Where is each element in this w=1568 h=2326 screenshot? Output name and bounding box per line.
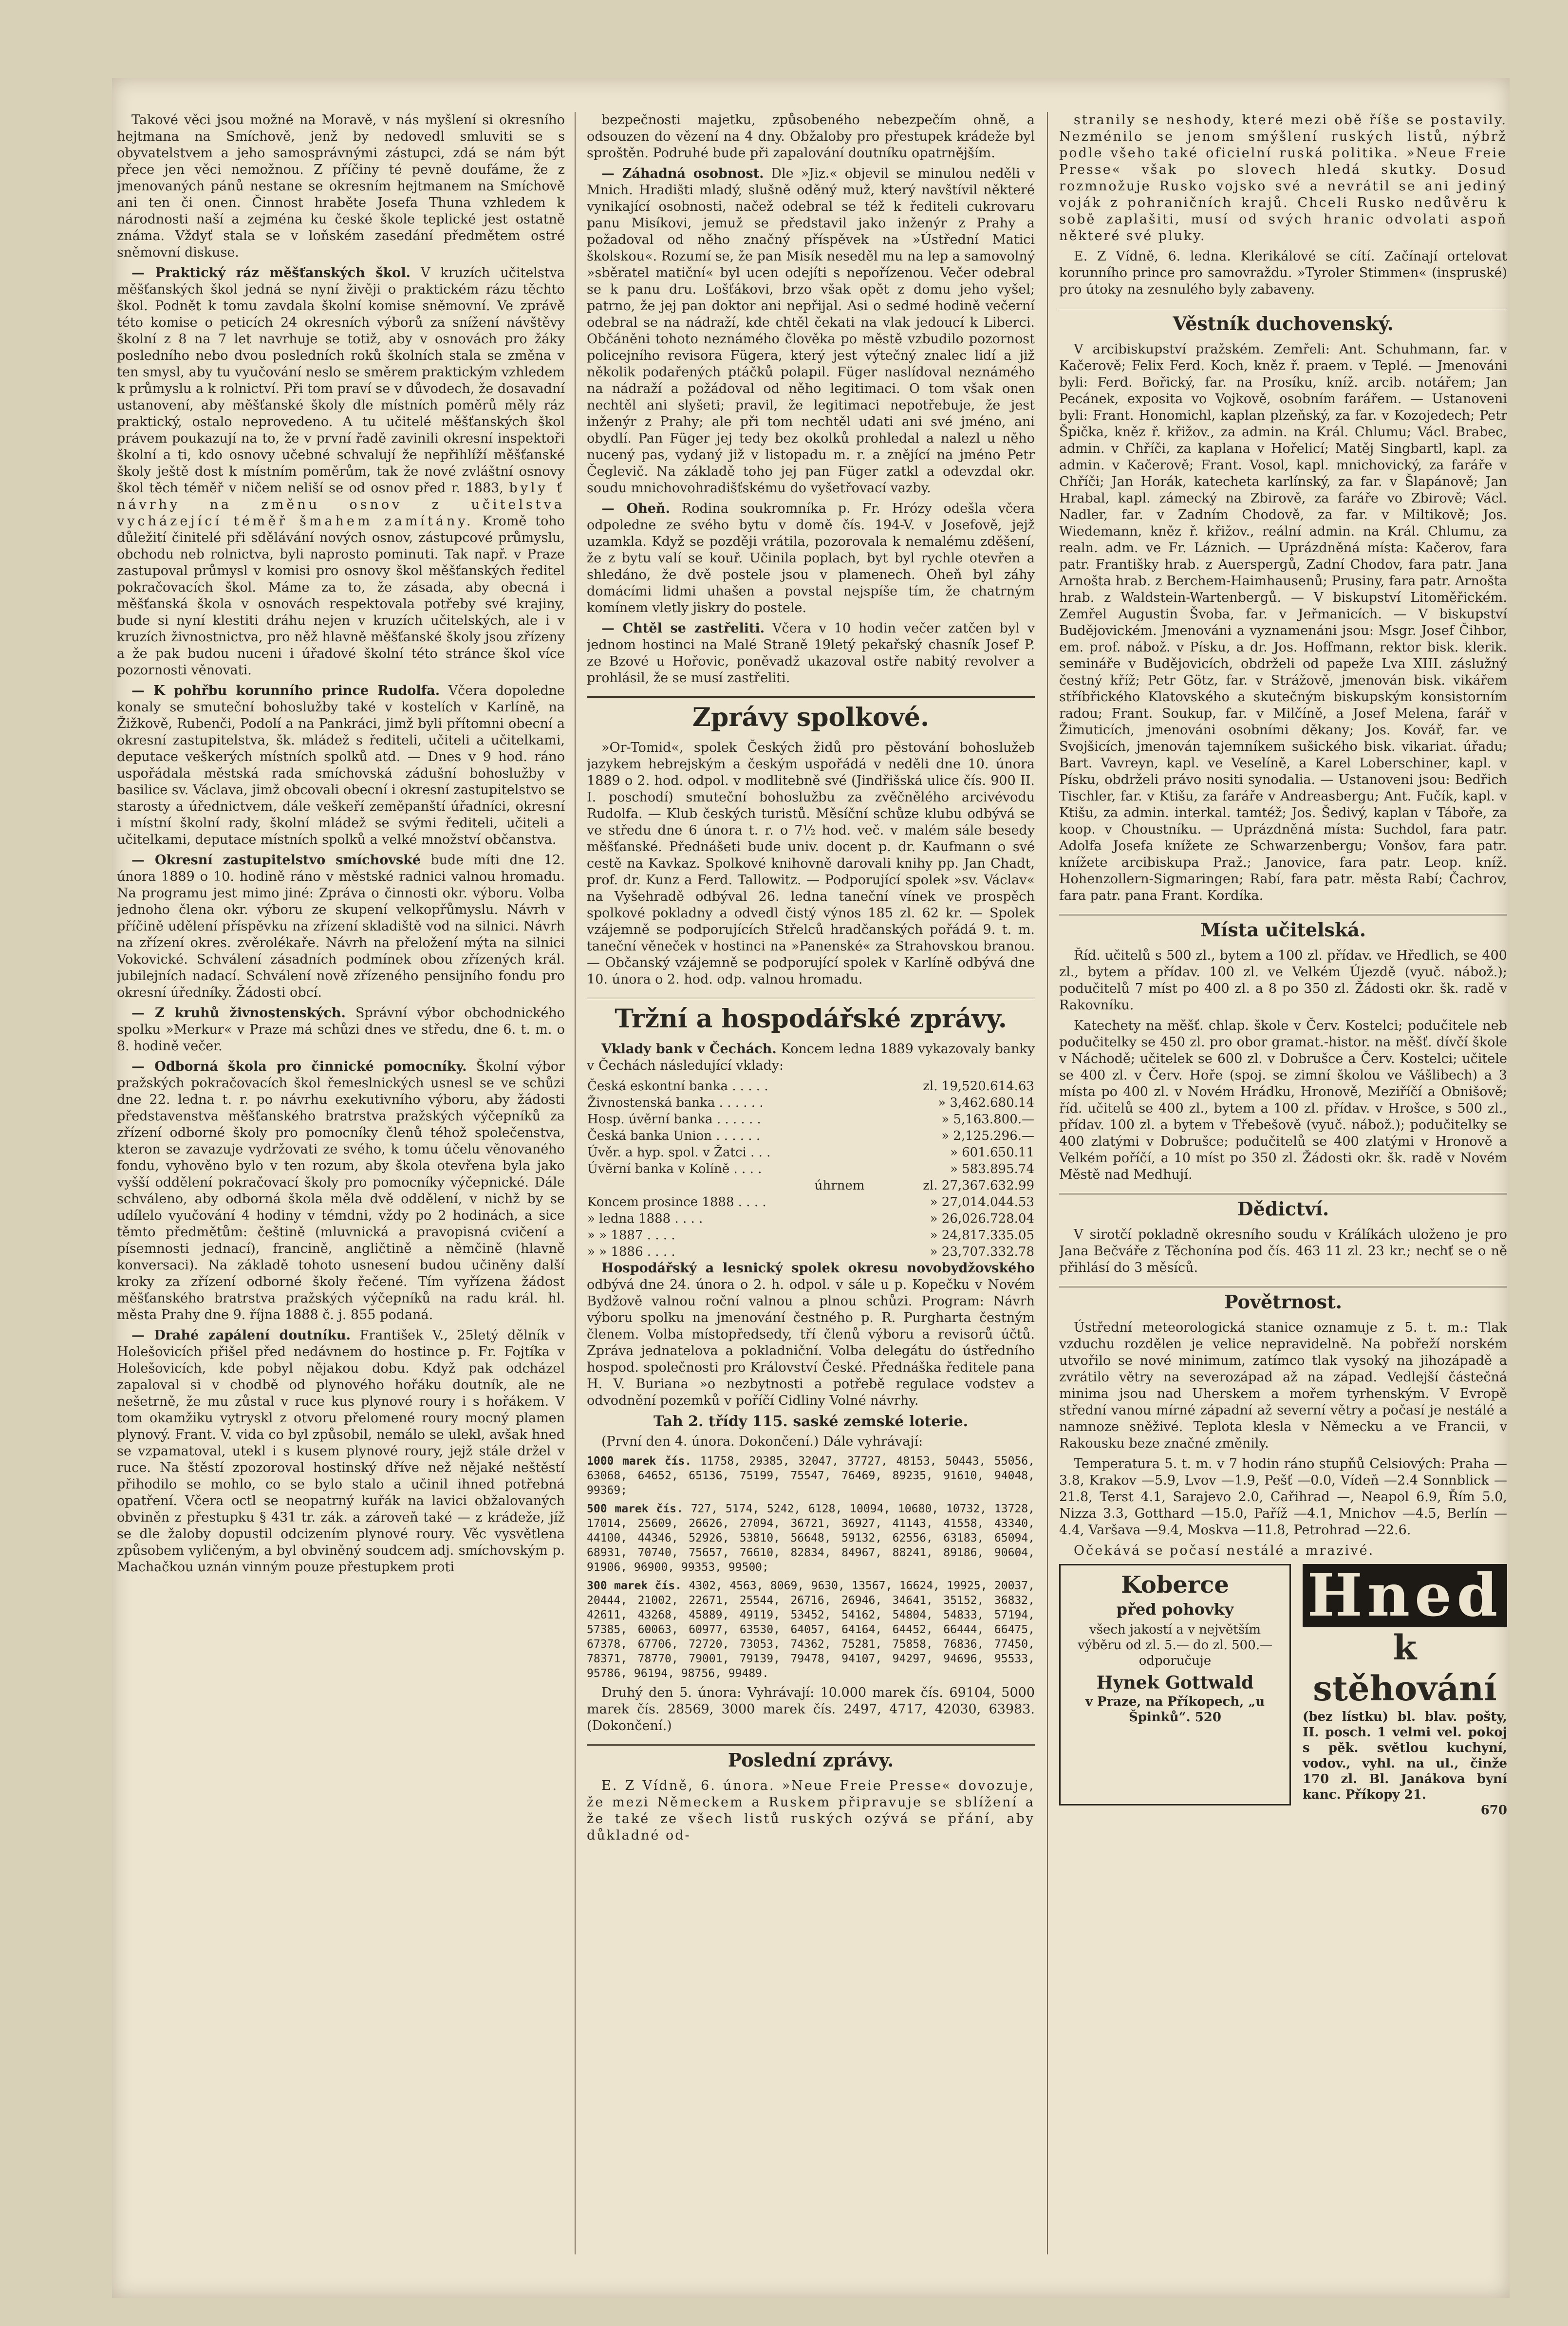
weather-forecast: Očekává se počasí nestálé a mrazivé. — [1074, 1543, 1375, 1558]
article-paragraph: — Praktický ráz měšťanských škol. V kruzích učitelstva měšťanských škol jedná se nyní živěji o praktickém rázu těchto škol. Podnět k tomu zavdala školní komise sněmovní. Ve zprávě této komise o peticích 24 okresních výborů za snížení návštěvy školní z 8 na 7 let navrhuje se totiž, aby v osnovách pro žáky posledního nebo dvou posledních roků školních stala se změna v ten smysl, aby tu vyučování neslo se směrem praktickým vzhledem k průmyslu a k rolnictví. Při tom praví se v důvodech, že dosavadní ustanovení, aby měšťanské školy dle místních poměrů měly ráz praktický, ostalo neprovedeno. A tu učitelé měšťanských škol právem poukazují na to, že v první řadě zavinili okresní inspektoři školní a ti, kdo osnovy učebné schvalují že nepřihlíží měšťanské školy ještě dost k místním poměrům, tak že nové zvláštní osnovy škol těch téměř v ničem neliší se od osnov před r. 1883, byly ť návrhy na změnu osnov z učitelstva vycházející téměř šmahem zamítány. Kromě toho důležití činitelé při sdělávání nových osnov, zástupcové průmyslu, obchodu neb rolnictva, byli naprosto pominuti. Tak např. v Praze zastupoval průmysl v komisi pro osnovy škol měšťanských ředitel pokračovacích škol. Máme za to, že zásada, aby obecná i měšťanská škola v osnovách respektovala potřeby své krajiny, bude si nyní klestiti dráhu nejen v kruzích učitelských, ale i v kruzích živnostnictva, pro něž hlavně měšťanské školy jsou zřízeny a že pak budou nuceni i úřadové školní této stránce škol více pozornosti věnovati. — [117, 265, 565, 678]
column-middle — [587, 112, 1035, 2269]
lottery-day2: Druhý den 5. února: Vyhrávají: 10.000 marek čís. 69104, 5000 marek čís. 28569, 3000 marek čís. 2497, 4717, 42030, 63983. (Dokončení.) — [587, 1685, 1035, 1733]
article-paragraph: — Okresní zastupitelstvo smíchovské bude míti dne 12. února 1889 o 10. hodině ráno v městské radnici valnou hromadu. Na programu jest mimo jiné: Zpráva o činnosti okr. výboru. Volba jednoho člena okr. výboru ze skupení velkopřůmyslu. Návrh v příčině udělení příspěvku na zřízení skladiště vod na silnici. Návrh na zřízení okres. zvěrolékaře. Návrh na přeložení mýta na silnici Vokovické. Schválení zásadních podmínek obou zřízených král. jubilejních nadací. Schválení nově zřízeného pensijního fondu pro okresní úředníky. Žádosti obcí. — [117, 853, 565, 1000]
section-heading: Věstník duchovenský. — [1059, 308, 1507, 335]
ad-firm: Hynek Gottwald — [1096, 1673, 1254, 1693]
lottery-numbers: 500 marek čís. 727, 5174, 5242, 6128, 10094, 10680, 10732, 13728, 17014, 25609, 26626, 27094, 36721, 36927, 41143, 41558, 43340, 44100, 44346, 52926, 53810, 56648, 59132, 62556, 63183, 65094, 68931, 70740, 75657, 76610, 82834, 84967, 88241, 89186, 90604, 91906, 96900, 99353, 99500; — [587, 1503, 1035, 1574]
article-paragraph: — Z kruhů živnostenských. Správní výbor obchodnického spolku »Merkur« v Praze má schůzi dnes ve středu, dne 6. t. m. o 8. hodině večer. — [117, 1005, 565, 1054]
table-row: Úvěr. a hyp. spol. v Žatci . . . » 601.650.11 — [587, 1145, 1034, 1160]
article-text: stranily se neshody, které mezi obě říše se postavily. Nezménilo se jenom smýšlení ruských listů, nýbrž podle všeho také oficielní ruská politika. »Neue Freie Presse« však po slovech hledá skutky. Dosud rozmnožuje Rusko vojsko své a nevrátil se ani jediný voják z pohraničních krajů. Chceli Rusko nedůvěru k sobě zaplašiti, musí od svých hranic odvolati aspoň některé své pluky. — [1059, 112, 1507, 243]
ad-number: 670 — [1480, 1803, 1507, 1818]
article-paragraph: — Odborná škola pro činnické pomocníky. Školní výbor pražských pokračovacích škol řemeslnických usnesl se ve schůzi dne 22. ledna t. r. po návrhu exekutivního výboru, aby žádosti představenstva měšťanského bratrstva pražských výčepníků za zřízení odborné školy pro pomocníky členů téhož společenstva, kteron se zavazuje vydržovati ze svého, k tomu účelu věnovaného fondu, vyhověno bylo v ten rozum, aby škola otevřena byla jako vyšší oddělení pokračovací školy pro pomocníky výčepnické. Dále schváleno, aby odborná škola měla dvě oddělení, v nichž by se udílelo vyučování 4 hodiny v témdni, vždy po 2 hodinách, a sice těmto předmětům: češtině (mluvnická a pravopisná cvičení a písemnosti jednací), francině, angličtině a němčině (hlavně konversaci). Na základě tohoto usnesení budou učiněny další kroky za zřízení odborné školy řečené. Tím vyřízena žádost měšťanského bratrstva pražských výčepníků na radu král. hl. města Prahy dne 9. října 1888 č. j. 855 podaná. — [117, 1059, 565, 1322]
table-row: Česká banka Union . . . . . . » 2,125.296.— — [587, 1129, 1034, 1143]
ad-body: (bez lístku) bl. blav. pošty, II. posch. 1 velmi vel. pokoj s pěk. světlou kuchyní, vodov., vyhl. na ul., činže 170 zl. Bl. Janákova byní kanc. Příkopy 21. — [1303, 1710, 1507, 1802]
lottery-title: Tah 2. třídy 115. saské zemské loterie. — [653, 1413, 969, 1430]
ad-headline: Hned — [1303, 1564, 1507, 1627]
article-paragraph: — Oheň. Rodina soukromníka p. Fr. Hrózy odešla včera odpoledne ze svého bytu v domě čís. 194-V. v Josefově, jejž uzamkla. Když se později vrátila, pozorovala k nemalému zděšení, že z bytu valí se kouř. Učinila poplach, byt byl rychle otevřen a shledáno, že dvě postele jsou v plamenech. Oheň byl záhy domácími lidmi uhašen a povstal nejspíše tím, že chatrným komínem vletly jiskry do postele. — [587, 501, 1035, 615]
column-right — [1059, 112, 1507, 2269]
article-title: — Praktický ráz měšťanských škol. — [131, 265, 411, 280]
article-text: Takové věci jsou možné na Moravě, v nás myšlení si okresního hejtmana na Smíchově, jenž by nedovedl smluviti se s obyvatelstvem a jeho samosprávnými zástupci, zdá se nám být přece jen věci nemožnou. Z příčiny té pevně doufáme, že z jmenovaných pánů nestane se okresním hejtmanem na Smíchově ani ten či onen. Činnost hraběte Josefa Thuna vzhledem k národnosti naší a zejména ku české škole teplické jest ostatně známa. Vždyť stala se v loňském zasedání předmětem ostré sněmovní diskuse. — [117, 112, 565, 260]
ad-address: v Praze, na Příkopech, „u Špinků“. 520 — [1085, 1694, 1265, 1725]
table-total-row: úhrnem zl. 27,367.632.99 — [814, 1178, 1034, 1193]
article-paragraph: — Drahé zapálení doutníku. František V., 25letý dělník v Holešovicích přišel před nedávnem do hostince p. Fr. Fojtíka v Holešovicích, kde pobyl nějakou dobu. Když pak odcházel zapaloval si v chodbě od plynového hořáku doutník, ale ne nešetrně, že mu zůstal v ruce kus plynové roury i s hořákem. V tom okamžiku vytryskl z otvoru přelomené roury mocný plamen plynový. Frant. V. vida co byl způsobil, nemálo se ulekl, avšak hned se vzpamatoval, utekl i s kusem plynové roury, jejž stále držel v ruce. Na štěstí zpozoroval hostinský dříve než nějaké neštěstí přihodilo se mohlo, co se bylo stalo a učinil ihned potřebná opatření. Včera octl se neopatrný kuřák na lavici obžalovaných obviněn z přestupku § 431 tr. zák. a zároveň také — z krádeže, jíž se dle žaloby dopustil odcizením plynové roury. Věc vysvětlena způsobem vyličeným, a byl obviněný soudcem adj. smíchovským p. Machačkou uznán vinným pouze přestupkem proti — [117, 1328, 565, 1575]
article-text: bezpečnosti majetku, způsobeného nebezpečím ohně, a odsouzen do vězení na 4 dny. Obžaloby pro přestupek krádeže byl sproštěn. Podruhé bude při zapalování doutníku opatrnějším. — [587, 112, 1035, 161]
article-paragraph: E. Z Vídně, 6. ledna. Klerikálové se cítí. Začínají ortelovat korunního prince pro samovraždu. »Tyroler Stimmen« (inspruské) pro útoky na zesnulého byly zabaveny. — [1059, 249, 1507, 297]
section-heading: Zprávy spolkové. — [587, 696, 1035, 733]
article-paragraph: — Záhadná osobnost. Dle »Jiz.« objevil se minulou neděli v Mnich. Hradišti mladý, slušně oděný muž, který navštívil některé vynikající osobnosti, načež odebral se též k řediteli cukrovaru panu Misíkovi, jemuž se představil jako inženýr z Prahy a požadoval od něho značný příspěvek na »Ústřední Matici školskou«. Rozumí se, že pan Misík neseděl mu na lep a samovolný »sběratel matiční« byl ucen odejíti s nepořízenou. Večer odebral se k panu dru. Lošťákovi, brzo však opět z domu jeho vyšel; patrno, že jej pan doktor ani nepřijal. Asi o sedmé hodině večerní odebral se na nádraží, kde chtěl čekati na vlak jedoucí k Liberci. Občáněni tohoto neznámého člověka po městě vzbudilo pozornost policejního revisora Fügera, který jest výtečný znalec lidí a již několik podařených ptáčků polapil. Füger naslídoval neznámého na nádraží a požádoval od něho legitimaci. O tom však onen nechtěl ani slyšeti; pravil, že legitimaci nepotřebuje, že jest inženýr z Prahy; ale při tom nechtěl udati ani své jméno, ani obydlí. Pan Füger jej tedy bez okolků prohledal a nalezl u něho nucený pas, vydaný již v listopadu m. r. a znějící na jméno Petr Čeglevič. Na základě toho jej pan Füger zatkl a odevzdal okr. soudu mnichovohradišťskému do vyšetřovací vazby. — [587, 166, 1035, 496]
carpet-advertisement — [1059, 1564, 1291, 1805]
advertisements — [1059, 1561, 1507, 1818]
article-title: — Odborná škola pro činnické pomocníky. — [131, 1059, 467, 1074]
lottery-numbers: 1000 marek čís. 11758, 29385, 32047, 37727, 48153, 50443, 55056, 63068, 64652, 65136, 75199, 75547, 76469, 89235, 91610, 94048, 99369; — [587, 1455, 1035, 1497]
table-row: Koncem prosince 1888 . . . . » 27,014.044.53 — [587, 1195, 1034, 1210]
article-title: — Oheň. — [601, 501, 671, 516]
table-row: Úvěrní banka v Kolíně . . . . » 583.895.74 — [587, 1162, 1034, 1176]
inheritance-notice: V sirotčí pokladně okresního soudu v Králíkách uloženo je pro Jana Bečváře z Těchonína pod čís. 463 11 zl. 23 kr.; nechť se o ně přihlásí do 3 měsíců. — [1059, 1227, 1507, 1275]
ad-body: všech jakostí a v největším výběru od zl. 5.— do zl. 500.— odporučuje — [1077, 1622, 1273, 1668]
article-paragraph: — K pohřbu korunního prince Rudolfa. Včera dopoledne konaly se smuteční bohoslužby také v kostelích v Karlíně, na Žižkově, Rubenči, Podolí a na Pankráci, jimž byli přítomni obecní a okresní zastupitelstva, šk. mládež s řediteli, učiteli a učitelkami, deputace veškerých místních spolků atd. — Dnes v 9 hod. ráno uspořádala městská rada smíchovská zádušní bohoslužby v basilice sv. Václava, jimž obcovali obecní i okresní zastupitelstvo se starosty a úřednictvem, dále veškeří zeměpanští úřadníci, okresní i místní školní rady, školní mládež se svými řediteli, učiteli a učitelkami, deputace místních spolků a velké množství občanstva. — [117, 683, 565, 847]
article-title: — Okresní zastupitelstvo smíchovské — [131, 853, 421, 868]
article-title: — Záhadná osobnost. — [601, 166, 764, 181]
article-title: — K pohřbu korunního prince Rudolfa. — [131, 683, 440, 698]
article-paragraph: — Chtěl se zastřeliti. Včera v 10 hodin večer zatčen byl v jednom hostinci na Malé Straně 19letý pekařský chasník Josef P. ze Bzové u Hořovic, poněvadž ukazoval ostře nabitý revolver a prohlásil, že se musí zastřeliti. — [587, 621, 1035, 686]
ad-subtitle: před pohovky — [1116, 1600, 1234, 1619]
section-heading: Místa učitelská. — [1059, 914, 1507, 941]
table-row: Česká eskontní banka . . . . . zl. 19,520.614.63 — [587, 1079, 1034, 1094]
bank-intro: Vklady bank v Čechách. Koncem ledna 1889 vykazovaly banky v Čechách následující vklady: — [587, 1042, 1035, 1073]
ad-subheadline: k stěhování — [1313, 1627, 1497, 1709]
article-paragraph: Hospodářský a lesnický spolek okresu novobydžovského odbývá dne 24. února o 2. h. odpol. v sále u p. Kopečku v Novém Bydžově valnou roční valnou a plnou schůzi. Program: Návrh výboru spolku na jmenování čestného p. R. Purgharta čestným členem. Volba místopředsedy, tří členů výboru a revisorů účtů. Zpráva jednatelova a pokladniční. Volba delegátu do ústředního hospod. společnosti pro Království České. Přednáška ředitele pana H. V. Buriana »o nezbytnosti a potřebě regulace vodstev a odvodnění pozemků v poříčí Cidliny Volné návrhy. — [587, 1261, 1035, 1408]
lottery-numbers: 300 marek čís. 4302, 4563, 8069, 9630, 13567, 16624, 19925, 20037, 20444, 21002, 22671, 25544, 26716, 26946, 34641, 35152, 36832, 42611, 43268, 45889, 49119, 53452, 54162, 54804, 54833, 57194, 57385, 60063, 60977, 63530, 64057, 64164, 64452, 66444, 66475, 67378, 67706, 72720, 73053, 74362, 75281, 75858, 76836, 77450, 78371, 78770, 79001, 79139, 79478, 94107, 94297, 94696, 95533, 95786, 96194, 98756, 99489. — [587, 1580, 1035, 1680]
section-heading: Poslední zprávy. — [587, 1744, 1035, 1771]
bank-deposits-table — [587, 1078, 1035, 1260]
article-title: — Drahé zapálení doutníku. — [131, 1328, 351, 1343]
teacher-vacancies: Katechety na měšť. chlap. škole v Červ. Kostelci; podučitele neb podučitelky se 450 zl. pro obor gramat.-histor. na měšť. dívčí škole v Náchodě; učitelek se 600 zl. v Dobrušce a Červ. Kostelci; učitele se 400 zl. v Červ. Hoře (spoj. se zimní školou ve Vášlibech) a 3 místa po 400 zl. v Novém Hrádku, Hronově, Meziříčí a Obnišově; říd. učitelů se 400 zl., bytem a 100 zl. přídav. v Hrošce, s 500 zl., přídav. 100 zl. a bytem v Třebešově (vyuč. nábož.); podučitelky se 400 zlatými v Dobrušce; podučitelů se 400 zlatými v Hronově a Velkém poříčí, a 10 míst po 350 zl. Žádosti okr. šk. radě v Novém Městě nad Medhují. — [1059, 1018, 1507, 1182]
rental-advertisement — [1303, 1561, 1507, 1818]
table-row: » » 1886 . . . . » 23,707.332.78 — [587, 1245, 1034, 1259]
society-news: »Or-Tomid«, spolek Českých židů pro pěstování bohoslužeb jazykem hebrejským a českým uspořádá v neděli dne 10. února 1889 o 2. hod. odpol. v modlitebně své (Jindřišská ulice čís. 900 II. I. poschodí) smuteční bohoslužbu za zvěčnělého arcivévodu Rudolfa. — Klub českých turistů. Měsíční schůze klubu odbývá se ve středu dne 6 února t. r. o 7½ hod. več. v malém sále besedy měšťanské. Přednášeti bude univ. docent p. dr. Kaufmann o své cestě na Kavkaz. Spolkové knihovně darovali knihy pp. Jan Chadt, prof. dr. Kunz a Ferd. Tallowitz. — Podporující spolek »sv. Václav« na Vyšehradě odbýval 26. ledna taneční vínek ve prospěch spolkové pokladny a odvedl čistý výnos 185 zl. 62 kr. — Spolek vzájemně se podporujících Střelců hradčanských pořádá 9. t. m. taneční věneček v hostinci na »Panenské« za Strahovskou branou. — Občanský vzájemně se podporující spolek v Karlíně odbývá dne 10. února o 2. hod. odp. valnou hromadu. — [587, 740, 1035, 987]
last-news: E. Z Vídně, 6. února. »Neue Freie Presse« dovozuje, že mezi Německem a Ruskem připravuje se sblížení a že také ze všech listů ruských ozývá se přání, aby důkladné od- — [587, 1778, 1035, 1843]
ad-title: Koberce — [1121, 1571, 1229, 1599]
lottery-intro: (První den 4. února. Dokončení.) Dále vyhrávají: — [601, 1434, 923, 1449]
table-row: Živnostenská banka . . . . . . » 3,462.680.14 — [587, 1096, 1034, 1110]
section-heading: Dědictví. — [1059, 1193, 1507, 1220]
weather-text: Ústřední meteorologická stanice oznamuje z 5. t. m.: Tlak vzduchu rozdělen je velice nepravidelně. Na pobřeží norském utvořilo se nové minimum, zatímco tlak vysoký na jihozápadě a zvrátilo větry na severozápad až na západ. Vedlejší částečná minima jsou nad Uherskem a mořem tyrhenským. V Evropě střední vanou mírné západní až severní větry a počasí je nestálé a namnoze sněživé. Teplota klesla v Německu a ve Francii, v Rakousku beze značné změnily. — [1059, 1320, 1507, 1451]
section-heading: Povětrnost. — [1059, 1286, 1507, 1313]
table-row: Hosp. úvěrní banka . . . . . . » 5,163.800.— — [587, 1112, 1034, 1127]
article-title: Hospodářský a lesnický spolek okresu novobydžovského — [601, 1261, 1035, 1276]
clergy-news: V arcibiskupství pražském. Zemřeli: Ant. Schuhmann, far. v Kačerově; Felix Ferd. Koch, kněz ř. praem. v Teplé. — Jmenováni byli: Ferd. Bořický, far. na Prosíku, kníž. arcib. notářem; Jan Pecánek, exposita vo Vojkově, osobním farářem. — Ustanoveni byli: Frant. Honomichl, kaplan plzeňský, za far. v Kozojedech; Petr Špička, kněz ř. křižov., za admin. na Král. Chlumu; Václ. Brabec, admin. v Chříči, za kaplana v Hořelicí; Matěj Singbartl, kapl. za admin. v Kačerově; Frant. Vosol, kapl. mnichovický, za faráře v Chříči; Jan Horák, katecheta karlínský, za far. v Šlapánově; Jan Hrabal, kapl. zámecký na Zbirově, za faráře vo Zbirově; Václ. Nadler, far. v Zadním Chodově, za far. v Miltikově; Jos. Wiedemann, kněz ř. křižov., reální admin. na Král. Chlumu, za realn. adm. ve Fr. Láznich. — Uprázdněná místa: Kačerov, fara patr. Františky hrab. z Auerspergů, Zadní Chodov, fara patr. Jana Arnošta hrab. z Berchem-Haimhausenů; Prusiny, fara patr. Arnošta hrab. z Waldstein-Wartenbergů. — V biskupství Litoměřickém. Zemřel Augustin Švoba, far. v Jeřmanicích. — V biskupství Budějovickém. Jmenováni a vyznamenáni jsou: Msgr. Josef Čihbor, em. prof. nábož. v Písku, a dr. Jos. Hoffmann, rektor bisk. klerik. semináře v Budějovicích, obdrželi od papeže Lva XIII. záslužný čestný kříž; Petr Götz, far. v Strážově, jmenován bisk. vikářem stříbřického Klatovského a skutečným biskupským konsistorním radou; Frant. Soukup, far. v Milčíně, a Josef Melena, farář v Žimuticích, jmenováni osobními děkany; Jos. Kovář, far. ve Svojšicích, jmenován tajemníkem sušického bisk. vikariat. úřadu; Bart. Vavreyn, kapl. ve Veselíně, a Karel Loberschiner, kapl. v Písku, obdrželi právo nositi synodalia. — Ustanoveni jsou: Bedřich Tischler, far. v Ktišu, za faráře v Andreasbergu; Ant. Fučík, kapl. v Ktišu, za admin. interkal. tamtéž; Jos. Šedivý, kaplan v Táboře, za koop. v Choustníku. — Uprázdněná místa: Suchdol, fara patr. Adolfa Josefa knížete ze Schwarzenbergu; Vonšov, fara patr. knížete arcibiskupa Praž.; Janovice, fara patr. Leop. kníž. Hohenzollern-Sigmaringen; Rabí, fara patr. města Rabí; Čachrov, fara patr. pana Frant. Kordíka. — [1059, 342, 1507, 903]
teacher-vacancies: Říd. učitelů s 500 zl., bytem a 100 zl. přídav. ve Hředlich, se 400 zl., bytem a přídav. 100 zl. ve Velkém Újezdě (vyuč. nábož.); podučitelů 7 míst po 400 zl. a 8 po 350 zl. Žádosti okr. šk. radě v Rakovníku. — [1059, 948, 1507, 1013]
table-row: » ledna 1888 . . . . » 26,026.728.04 — [587, 1211, 1034, 1226]
article-title: — Z kruhů živnostenských. — [131, 1005, 346, 1021]
column-left — [117, 112, 565, 2269]
article-title: — Chtěl se zastřeliti. — [601, 621, 765, 636]
column-rule — [1047, 112, 1048, 2254]
section-heading: Tržní a hospodářské zprávy. — [587, 998, 1035, 1034]
weather-temperatures: Temperatura 5. t. m. v 7 hodin ráno stupňů Celsiových: Praha —3.8, Krakov —5.9, Lvov —1.9, Pešť —0.0, Vídeň —2.4 Sonnblick —21.8, Terst 4.1, Sarajevo 2.0, Cařihrad —, Neapol 6.9, Řím 5.0, Nizza 3.3, Gotthard —15.0, Paříž —4.1, Mnichov —4.5, Berlín —4.4, Varšava —9.4, Moskva —11.8, Petrohrad —22.6. — [1059, 1456, 1507, 1538]
table-row: » » 1887 . . . . » 24,817.335.05 — [587, 1228, 1034, 1243]
column-rule — [575, 112, 576, 2254]
newspaper-page — [112, 78, 1510, 2298]
